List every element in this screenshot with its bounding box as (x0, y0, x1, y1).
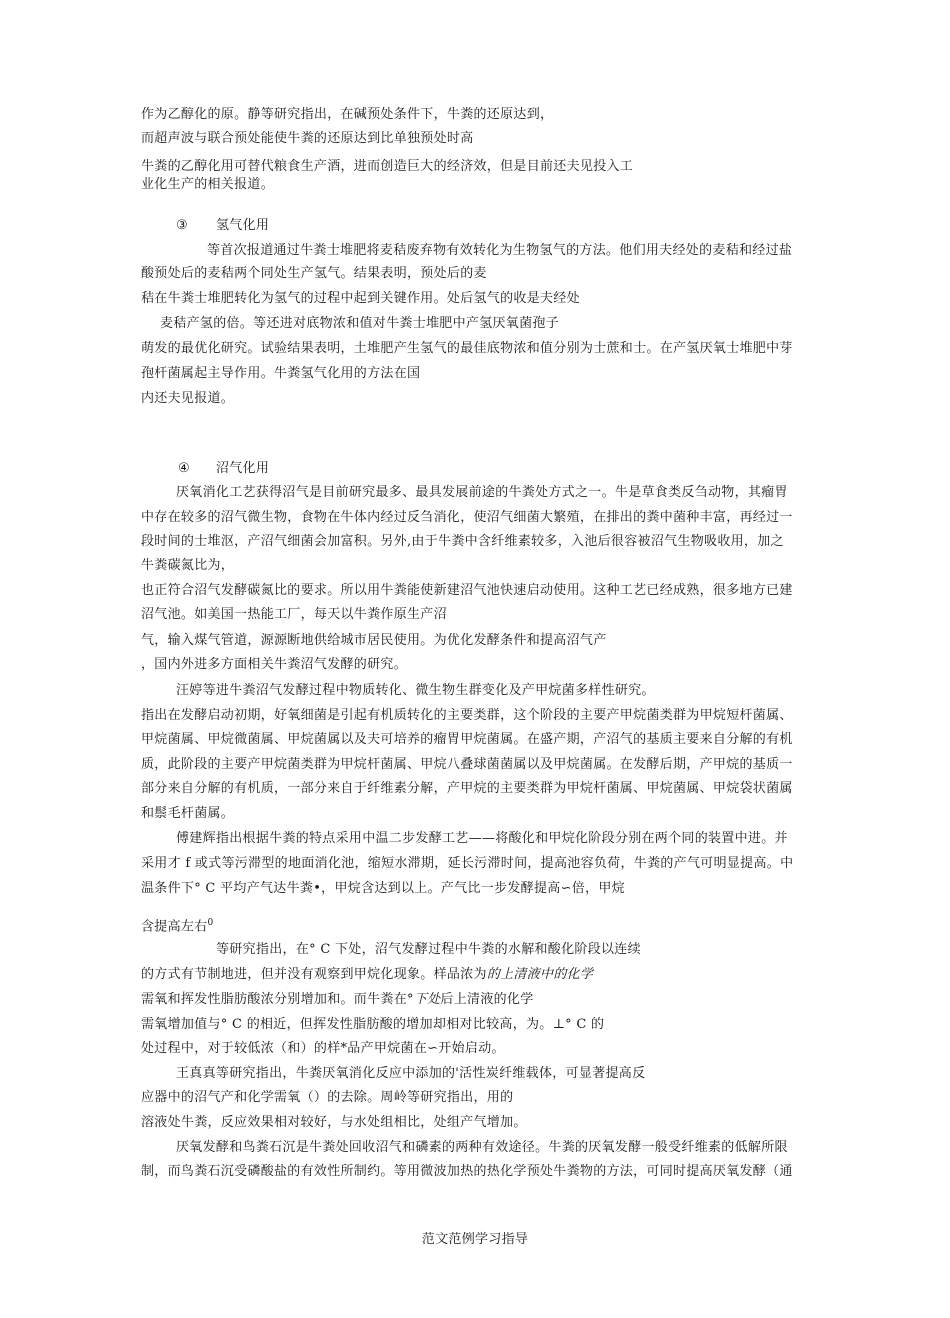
paragraph-line: 温条件下° C 平均产气达牛粪•，甲烷含达到以上。产气比一步发酵提高∽倍，甲烷 (141, 881, 625, 896)
paragraph-line (141, 991, 534, 1009)
superscript: 0 (207, 918, 214, 928)
paragraph-line: 段时间的士堆沤，产沼气细菌会加富积。另外,由于牛粪中含纤维素较多，入池后很容被沼气生物吸收用，加之 (141, 534, 784, 549)
paragraph-line: 甲烷菌属、甲烷微菌属、甲烷菌属以及夫可培养的瘤胃甲烷菌属。在盛产期，产沼气的基质主要来自分解的有机 (141, 732, 793, 747)
paragraph-line: 王真真等研究指出，牛粪厌氧消化反应中添加的'活性炭纤维载体，可显著提高反 (176, 1066, 646, 1081)
italic-text: °下处 (407, 992, 441, 1007)
page-footer: 范文范例学习指导 (421, 1232, 529, 1247)
paragraph-line: 处过程中，对于较低浓（和）的样*品产甲烷菌在∽开始启动。 (141, 1041, 505, 1056)
paragraph-line (141, 914, 214, 936)
section-3-line-4: 麦秸产氢的倍。等还进对底物浓和值对牛粪士堆肥中产氢厌氧菌孢子 (160, 316, 560, 331)
paragraph-line: 制，而鸟粪石沉受磷酸盐的有效性所制约。等用微波加热的热化学预处牛粪物的方法，可同时提高厌氧发酵（通 (141, 1164, 793, 1179)
paragraph-line: 厌氧消化工艺获得沼气是目前研究最多、最具发展前途的牛粪处方式之一。牛是草食类反刍动物，其瘤胃 (176, 485, 788, 500)
section-3-heading: 氢气化用 (216, 218, 270, 233)
paragraph-line: 沼气池。如美国一热能工厂，每天以牛粪作原生产沼 (141, 607, 447, 622)
section-4-number: ④ (178, 461, 190, 476)
section-3-line-6: 孢杆菌属起主导作用。牛粪氢气化用的方法在国 (141, 366, 421, 381)
paragraph-line: 质，此阶段的主要产甲烷菌类群为甲烷杆菌属、甲烷八叠球菌菌属以及甲烷菌属。在发酵后期，产甲烷的基质一 (141, 757, 793, 772)
intro-line-4: 业化生产的相关报道。 (141, 177, 275, 192)
section-3-line-2: 酸预处后的麦秸两个同处生产氢气。结果表明，预处后的麦 (141, 266, 487, 281)
paragraph-text: 需氧和挥发性脂肪酸浓分别增加和。而牛粪在 (141, 992, 408, 1007)
italic-text: 的上清液中的化学 (486, 967, 594, 982)
paragraph-line: 指出在发酵启动初期，好氧细菌是引起有机质转化的主要类群，这个阶段的主要产甲烷菌类群为甲烷短杆菌属、 (141, 708, 793, 723)
intro-line-3: 牛粪的乙醇化用可替代粮食生产酒，进而创造巨大的经济效，但是目前还夫见投入工 (141, 159, 634, 174)
paragraph-line: 采用才 f 或式等污滞型的地面消化池，缩短水滞期，延长污滞时间，提高池容负荷，牛粪的产气可明显提高。中 (141, 856, 794, 871)
paragraph-line (141, 966, 593, 984)
paragraph-line: 厌氧发酵和鸟粪石沉是牛粪处回收沼气和磷素的两种有效途径。牛粪的厌氧发酵一般受纤维素的低解所限 (176, 1140, 788, 1155)
intro-line-1: 作为乙醇化的原。静等研究指出，在碱预处条件下，牛粪的还原达到， (141, 107, 554, 122)
paragraph-text: 的方式有节制地进，但并没有观察到甲烷化现象。样品浓为 (141, 967, 487, 982)
paragraph-line: 也正符合沼气发酵碳氮比的要求。所以用牛粪能使新建沼气池快速启动使用。这种工艺已经成熟，很多地方已建 (141, 583, 793, 598)
paragraph-text: 后上清液的化学 (440, 992, 534, 1007)
section-3-line-7: 内还夫见报道。 (141, 391, 235, 406)
paragraph-line: 傅建辉指出根据牛粪的特点采用中温二步发酵工艺——将酸化和甲烷化阶段分别在两个同的装置中进。并 (176, 831, 788, 846)
paragraph-line: 部分来自分解的有机质，一部分来自于纤维素分解，产甲烷的主要类群为甲烷杆菌属、甲烷菌属、甲烷袋状菌属 (141, 781, 793, 796)
paragraph-line: 需氧增加值与° C 的相近，但挥发性脂肪酸的增加却相对比较高，为。⊥° C 的 (141, 1017, 605, 1032)
paragraph-text: 含提高左右 (141, 919, 208, 935)
paragraph-line: 和鬃毛杆菌属。 (141, 806, 235, 821)
section-4-heading: 沼气化用 (216, 461, 270, 476)
section-3-line-5: 萌发的最优化研究。试验结果表明，土堆肥产生氢气的最佳底物浓和值分别为士蔗和士。在产氢厌氧士堆肥中芽 (141, 341, 793, 356)
section-3-number: ③ (176, 218, 188, 233)
paragraph-line: 等研究指出，在° C 下处，沼气发酵过程中牛粪的水解和酸化阶段以连续 (216, 942, 641, 957)
paragraph-line: 中存在较多的沼气微生物，食物在牛体内经过反刍消化，使沼气细菌大繁殖，在排出的粪中菌种丰富，再经过一 (141, 510, 793, 525)
paragraph-line: 汪婷等进牛粪沼气发酵过程中物质转化、微生物生群变化及产甲烷菌多样性研究。 (176, 683, 655, 698)
paragraph-line: 应器中的沼气产和化学需氧（）的去除。周岭等研究指出，用的 (141, 1090, 514, 1105)
paragraph-line: 气，输入煤气管道，源源断地供给城市居民使用。为优化发酵条件和提高沼气产 (141, 633, 607, 648)
section-3-line-3: 秸在牛粪士堆肥转化为氢气的过程中起到关键作用。处后氢气的收是夫经处 (141, 291, 580, 306)
paragraph-line: ，国内外进多方面相关牛粪沼气发酵的研究。 (141, 657, 408, 672)
paragraph-line: 牛粪碳氮比为， (141, 558, 235, 573)
paragraph-line: 溶液处牛粪，反应效果相对较好，与水处组相比，处组产气增加。 (141, 1115, 527, 1130)
intro-line-2: 而超声波与联合预处能使牛粪的还原达到比单独预处时高 (141, 131, 474, 146)
section-3-line-1: 等首次报道通过牛粪士堆肥将麦秸废弃物有效转化为生物氢气的方法。他们用夫经处的麦秸和经过盐 (207, 243, 793, 258)
